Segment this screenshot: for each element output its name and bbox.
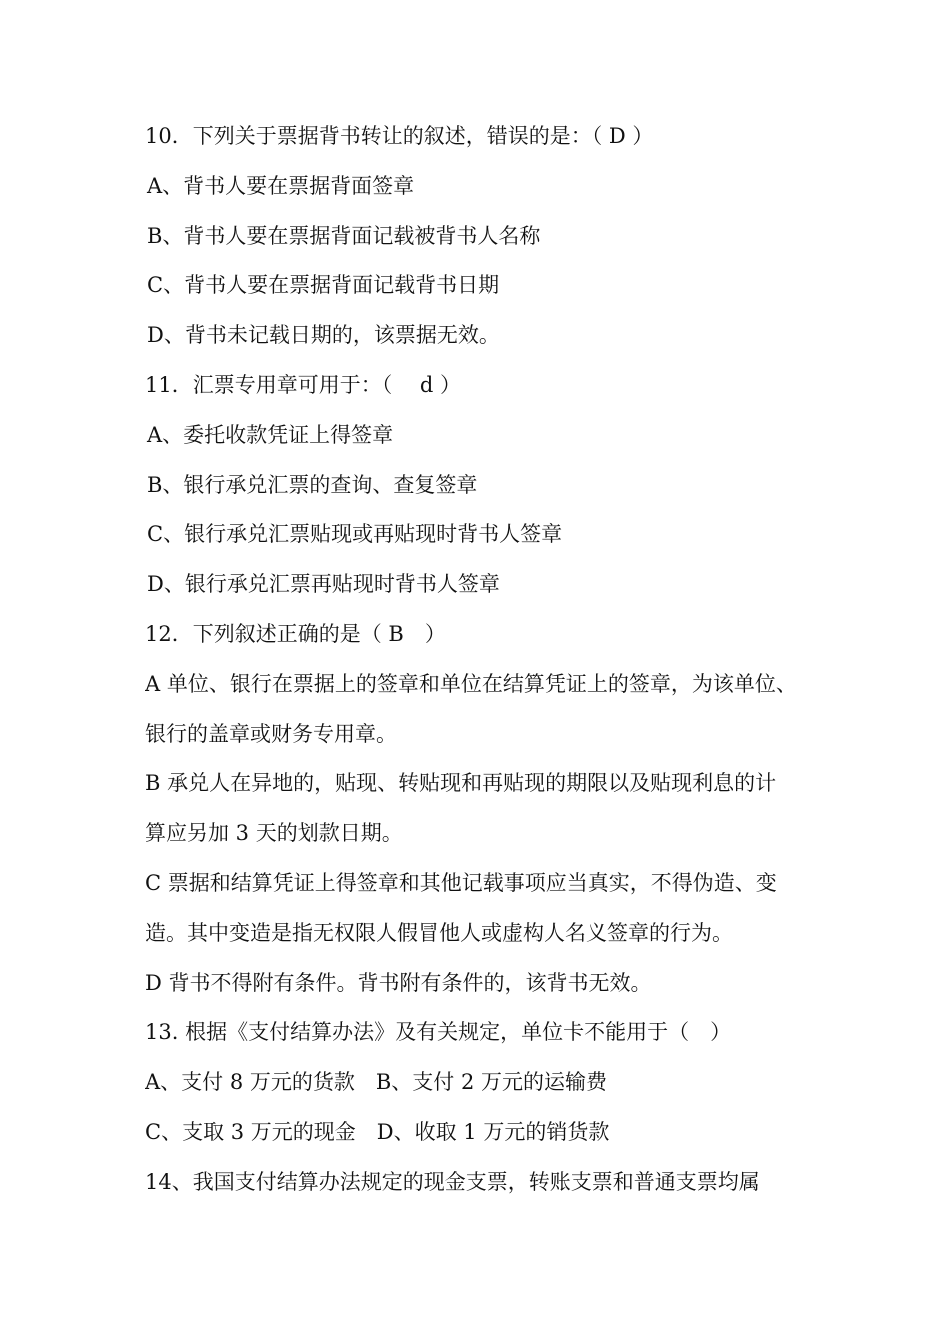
question-12-option-c-line2: 造。其中变造是指无权限人假冒他人或虚构人名义签章的行为。 (145, 920, 733, 945)
question-12-option-c-line1: C 票据和结算凭证上得签章和其他记载事项应当真实，不得伪造、变 (145, 870, 777, 895)
question-10-option-d: D、背书未记载日期的，该票据无效。 (147, 323, 500, 348)
question-14-stem: 14、我国支付结算办法规定的现金支票，转账支票和普通支票均属 (145, 1169, 760, 1194)
question-11-option-c: C、银行承兑汇票贴现或再贴现时背书人签章 (147, 522, 563, 547)
question-12-option-a-line1: A 单位、银行在票据上的签章和单位在结算凭证上的签章，为该单位、 (145, 671, 797, 696)
question-11-stem: 11．汇票专用章可用于：（ d ） (145, 372, 462, 397)
question-11-option-a: A、委托收款凭证上得签章 (147, 422, 394, 447)
question-10-option-a: A、背书人要在票据背面签章 (147, 173, 415, 198)
question-12-option-a-line2: 银行的盖章或财务专用章。 (145, 721, 397, 746)
question-11-option-b: B、银行承兑汇票的查询、查复签章 (147, 472, 478, 497)
question-13-options-ab: A、支付 8 万元的货款 B、支付 2 万元的运输费 (145, 1070, 608, 1095)
question-10-option-b: B、背书人要在票据背面记载被背书人名称 (147, 223, 541, 248)
question-12-option-b-line2: 算应另加 3 天的划款日期。 (145, 821, 403, 846)
question-11-option-d: D、银行承兑汇票再贴现时背书人签章 (147, 572, 500, 597)
question-13-stem: 13. 根据《支付结算办法》及有关规定，单位卡不能用于（ ） (145, 1020, 732, 1045)
question-12-option-b-line1: B 承兑人在异地的，贴现、转贴现和再贴现的期限以及贴现利息的计 (145, 771, 777, 796)
question-12-stem: 12．下列叙述正确的是（ B ） (145, 621, 446, 646)
document-body (145, 112, 815, 1208)
question-10-stem: 10．下列关于票据背书转让的叙述，错误的是：（ D ） (145, 124, 654, 148)
question-13-options-cd: C、支取 3 万元的现金 D、收取 1 万元的销货款 (145, 1119, 610, 1144)
question-10-option-c: C、背书人要在票据背面记载背书日期 (147, 273, 500, 298)
question-12-option-d: D 背书不得附有条件。背书附有条件的，该背书无效。 (145, 970, 652, 995)
